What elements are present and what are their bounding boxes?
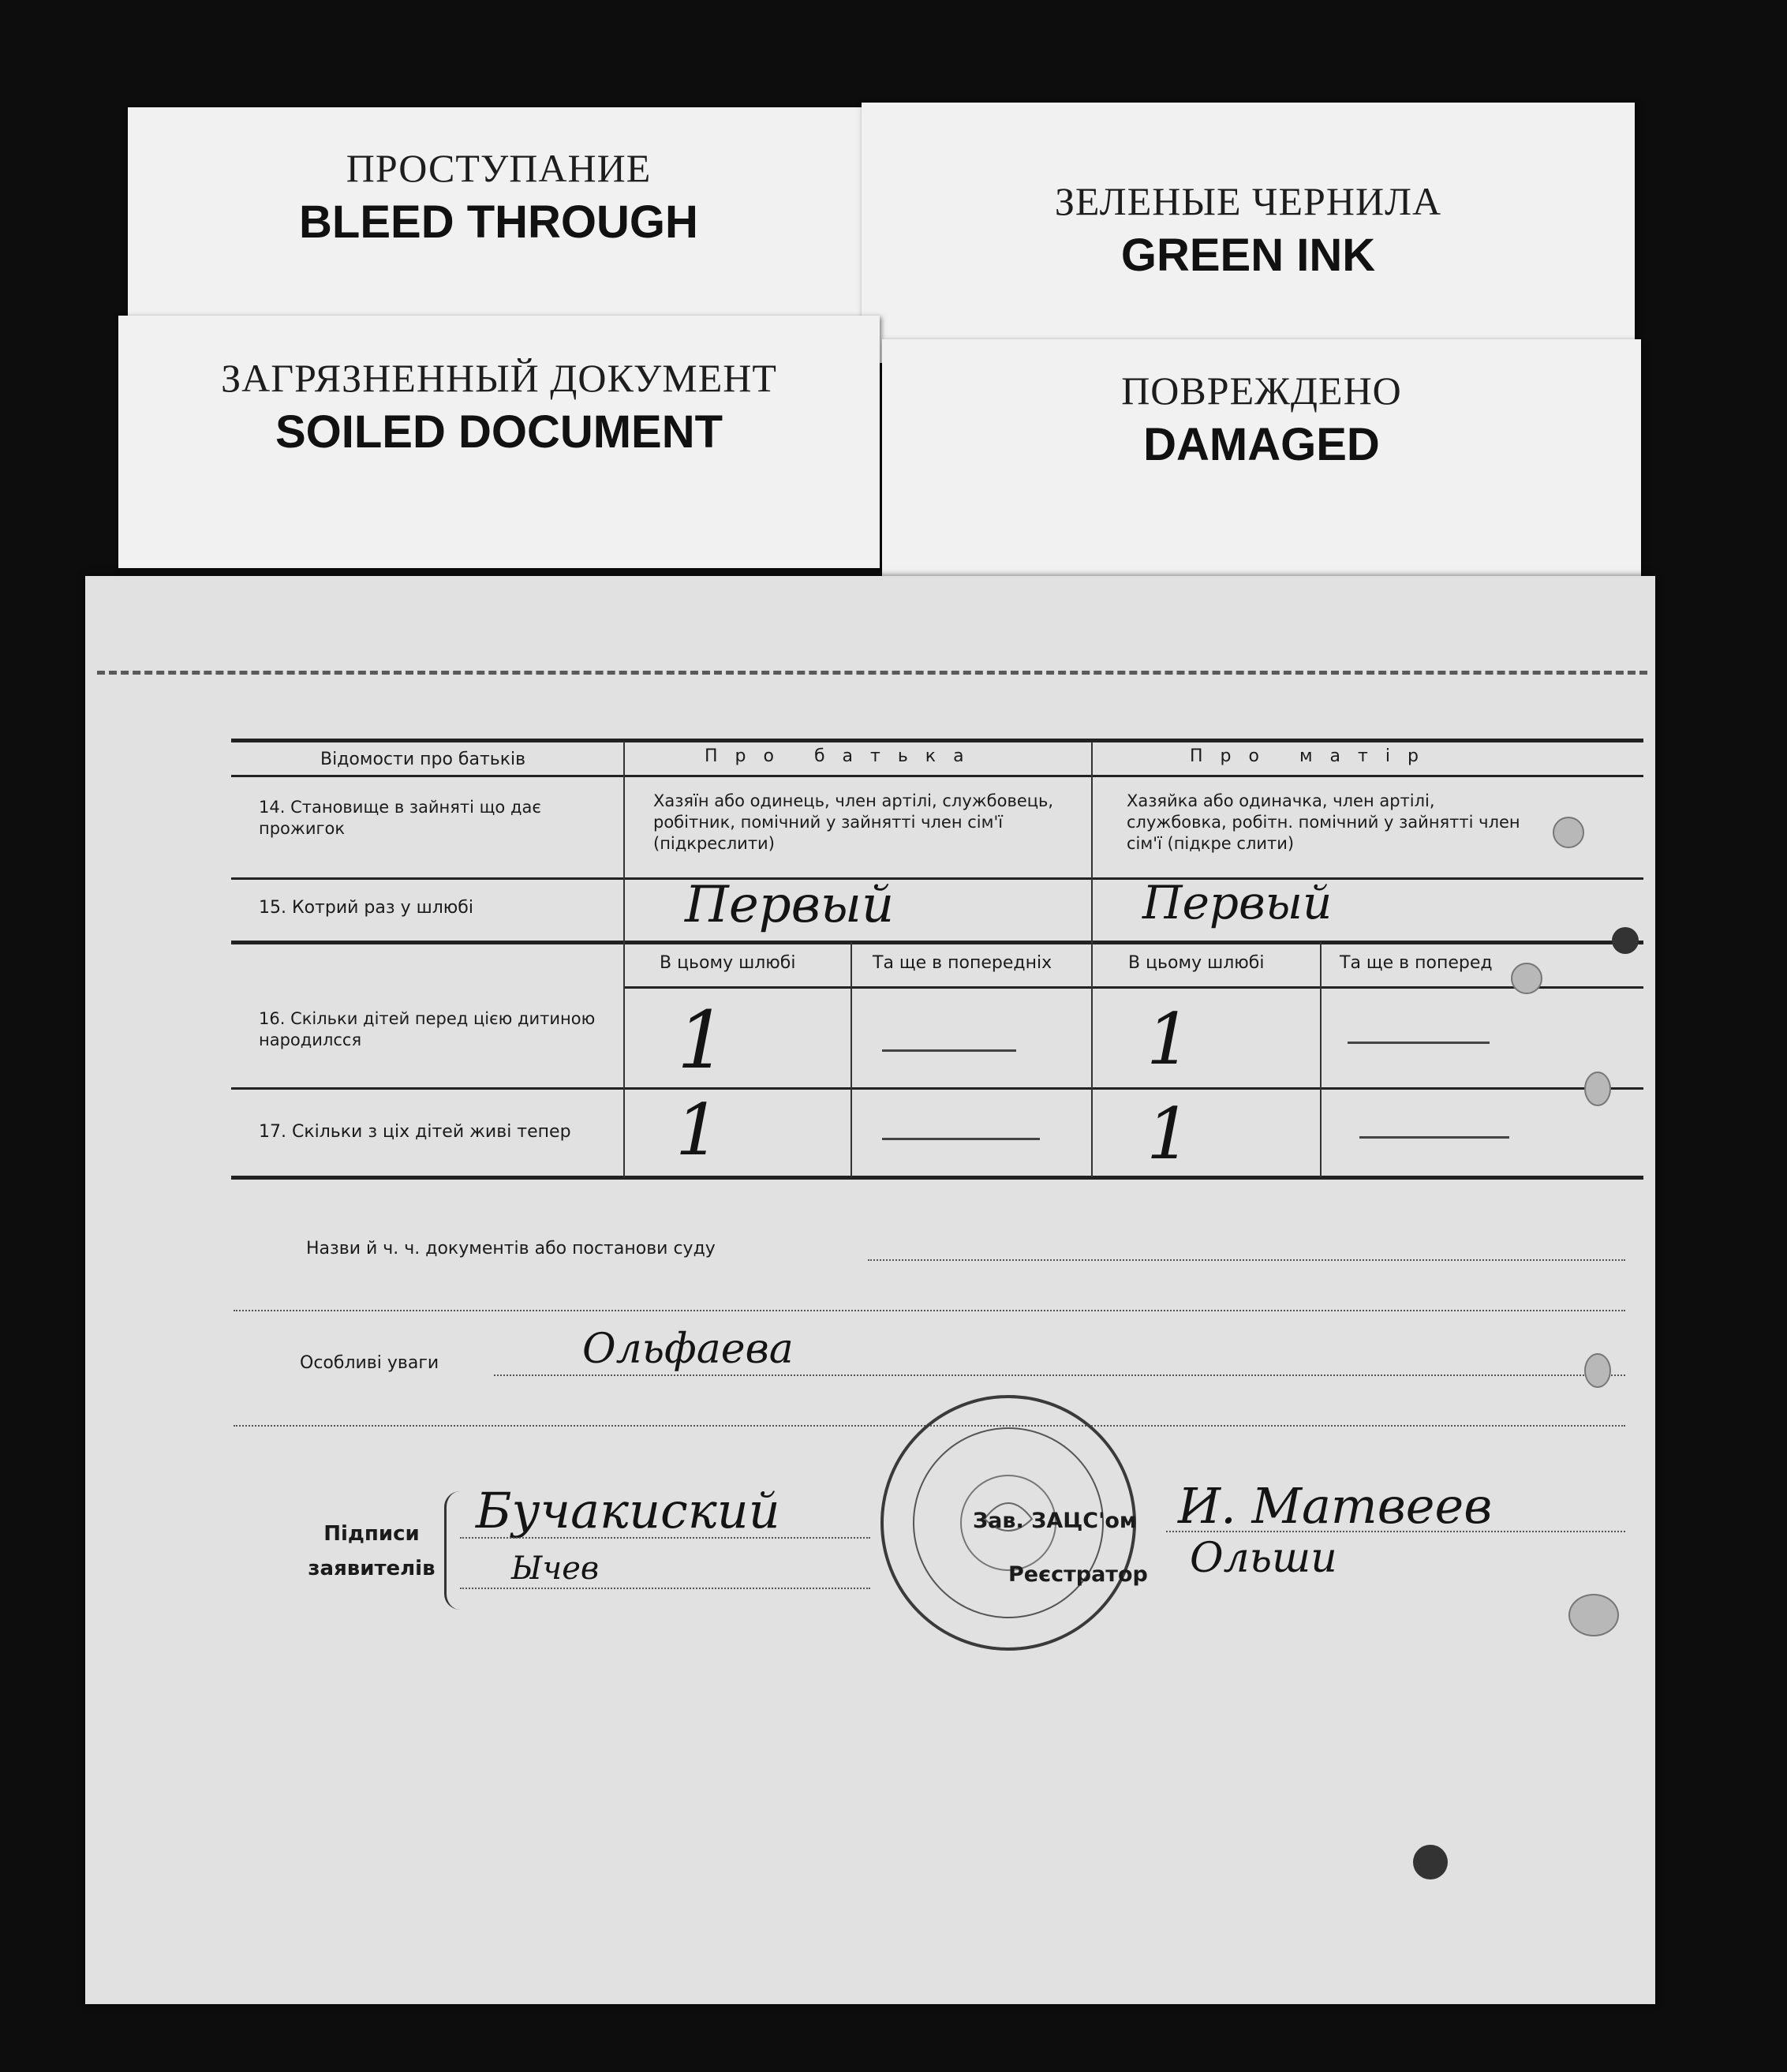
- col-divider-parents: [1091, 742, 1093, 1177]
- perforation-line: [97, 671, 1647, 675]
- damage-hole: [1568, 1594, 1619, 1636]
- bleed-through-label: [128, 107, 869, 332]
- row16-rule: [231, 1087, 1643, 1090]
- documents-line: [868, 1259, 1625, 1261]
- head-label: Зав. ЗАЦС'ом: [973, 1509, 1137, 1533]
- head-line: [1166, 1531, 1625, 1532]
- header-father: Про батька: [705, 746, 981, 766]
- green-ink-label: [862, 103, 1635, 363]
- damage-hole: [1612, 927, 1639, 954]
- row16-label: 16. Скільки дітей перед цією дитиною народилсся: [259, 1009, 596, 1049]
- row17-mother-this: 1: [1146, 1093, 1192, 1176]
- row17-mother-previous-dash: [1359, 1136, 1509, 1139]
- header-mother: Про матір: [1190, 746, 1436, 766]
- row17-father-this: 1: [675, 1089, 721, 1172]
- registrar-signature: Ольши: [1190, 1535, 1337, 1582]
- row14-mother-options: Хазяйка або одиначка, член артілі, службовка, робітн. помічний у зайнятті член сім'ї (підкре слити): [1127, 791, 1520, 853]
- soiled-document-en: SOILED DOCUMENT: [275, 406, 723, 458]
- documents-label: Назви й ч. ч. документів або постанови суду: [306, 1239, 716, 1259]
- damage-hole: [1584, 1072, 1611, 1106]
- col-divider-label: [623, 742, 625, 1177]
- row16-mother-this: 1: [1146, 998, 1192, 1081]
- notes-line: [494, 1374, 1625, 1376]
- row14-father-options: Хазяїн або одинець, член артілі, службовець, робітник, помічний у зайнятті член сім'ї (підкреслити): [653, 791, 1054, 853]
- table-bottom-rule: [231, 1176, 1643, 1180]
- subheader-mother-previous: Та ще в поперед: [1340, 953, 1493, 973]
- notes-value: Ольфаева: [582, 1326, 794, 1373]
- row17-father-previous-dash: [882, 1138, 1040, 1140]
- row14-label: 14. Становище в зайняті що дає прожигок: [259, 798, 541, 838]
- bleed-through-en: BLEED THROUGH: [299, 196, 698, 248]
- row16-father-this: 1: [677, 994, 727, 1086]
- applicants-bracket: [444, 1491, 462, 1610]
- registry-form-page: [85, 576, 1655, 2004]
- header-rule: [231, 775, 1643, 777]
- col-divider-father: [851, 942, 852, 1177]
- row17-label: 17. Скільки з ціх дітей живі тепер: [259, 1122, 571, 1142]
- row15-mother-value: Первый: [1142, 876, 1333, 929]
- table-top-rule: [231, 739, 1643, 742]
- row15-rule: [231, 941, 1643, 944]
- row16-father-previous-dash: [882, 1049, 1016, 1052]
- damage-hole: [1511, 963, 1542, 994]
- col-divider-mother: [1320, 942, 1322, 1177]
- registrar-label: Реєстратор: [1008, 1562, 1148, 1587]
- damage-hole: [1553, 817, 1584, 848]
- subheader-rule: [623, 986, 1643, 989]
- soiled-document-ru: ЗАГРЯЗНЕННЫЙ ДОКУМЕНТ: [221, 356, 777, 400]
- applicant1-line: [460, 1537, 870, 1539]
- damage-hole: [1584, 1353, 1611, 1388]
- row15-label: 15. Котрий раз у шлюбі: [259, 898, 473, 918]
- damaged-en: DAMAGED: [1143, 419, 1380, 470]
- soiled-document-label: [118, 316, 880, 568]
- head-signature: И. Матвеев: [1178, 1477, 1493, 1535]
- applicant2-line: [460, 1588, 870, 1589]
- green-ink-ru: ЗЕЛЕНЫЕ ЧЕРНИЛА: [1054, 179, 1442, 223]
- subheader-mother-this: В цьому шлюбі: [1128, 953, 1265, 973]
- row16-mother-previous-dash: [1348, 1042, 1490, 1044]
- applicants-label: Підписи заявителів: [308, 1522, 436, 1580]
- notes-label: Особливі уваги: [300, 1353, 439, 1373]
- documents-line-2: [234, 1310, 1625, 1311]
- row14-rule: [231, 877, 1643, 880]
- subheader-father-previous: Та ще в попередніх: [873, 953, 1052, 973]
- damage-hole: [1413, 1845, 1448, 1879]
- green-ink-en: GREEN INK: [1120, 230, 1376, 281]
- bleed-through-ru: ПРОСТУПАНИЕ: [346, 146, 652, 190]
- applicant2-signature: Ычев: [511, 1550, 600, 1587]
- damaged-label: [882, 339, 1641, 588]
- damaged-ru: ПОВРЕЖДЕНО: [1121, 368, 1402, 413]
- row15-father-value: Первый: [685, 876, 895, 934]
- header-col-label: Відомости про батьків: [320, 750, 526, 769]
- applicant1-signature: Бучакиский: [476, 1482, 780, 1539]
- subheader-father-this: В цьому шлюбі: [660, 953, 796, 973]
